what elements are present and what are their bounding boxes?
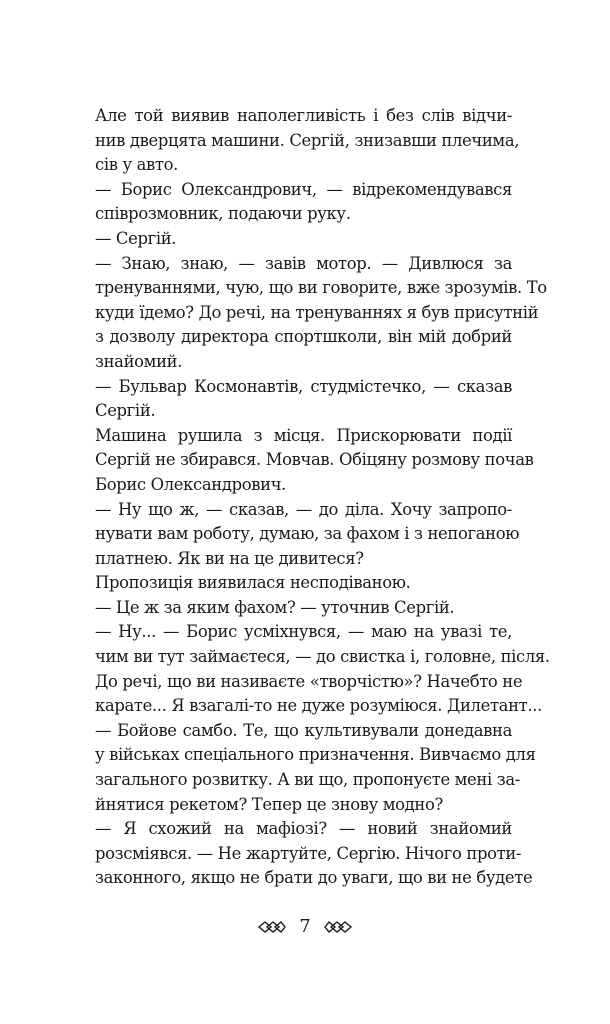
paragraph: [95, 817, 533, 891]
text-line: Але той виявив наполегливість і без слів відчи-: [95, 106, 512, 125]
text-line: куди їдемо? До речі, на тренуваннях я був присутній: [95, 302, 539, 322]
paragraph: [95, 252, 547, 375]
text-line: Сергій.: [95, 401, 156, 421]
text-line: До речі, що ви називаєте «творчістю»? Начебто не: [95, 671, 523, 691]
text-line: у військах спеціального призначення. Вивчаємо для: [95, 745, 536, 765]
paragraph: [95, 620, 550, 718]
text-line: з дозволу директора спортшколи, він мій добрий: [95, 327, 512, 347]
paragraph: [95, 719, 536, 817]
ornament-icon: [257, 919, 287, 935]
text-line: — Ну що ж, — сказав, — до діла. Хочу запропо-: [95, 499, 512, 519]
text-line: платнею. Як ви на це дивитеся?: [95, 548, 364, 568]
text-line: — Бойове самбо. Те, що культивували донедавна: [95, 720, 512, 740]
page-number: 7: [299, 916, 311, 937]
paragraph: [95, 104, 520, 178]
text-line: — Сергій.: [95, 228, 177, 248]
text-line: — Знаю, знаю, — завів мотор. — Дивлюся за: [95, 253, 512, 273]
paragraph: [95, 178, 512, 227]
text-line: Сергій не збирався. Мовчав. Обіцяну розмову почав: [95, 450, 534, 470]
text-line: йнятися рекетом? Тепер це знову модно?: [95, 794, 443, 814]
page-footer: [0, 912, 610, 942]
paragraph: [95, 227, 512, 252]
text-line: — Борис Олександрович, — відрекомендувався: [95, 179, 512, 199]
text-line: сів у авто.: [95, 155, 179, 175]
text-line: законного, якщо не брати до уваги, що ви не будете: [95, 868, 533, 888]
text-line: знайомий.: [95, 351, 183, 371]
text-line: чим ви тут займаєтеся, — до свистка і, головне, після.: [95, 647, 550, 667]
ornament-icon: [323, 919, 353, 935]
paragraph: [95, 424, 534, 498]
paragraph: [95, 375, 512, 424]
text-line: — Я схожий на мафіозі? — новий знайомий: [95, 819, 512, 839]
text-line: Машина рушила з місця. Прискорювати події: [95, 425, 512, 445]
paragraph: [95, 571, 512, 596]
text-line: — Бульвар Космонавтів, студмістечко, — сказав: [95, 376, 512, 396]
text-line: нувати вам роботу, думаю, за фахом і з непоганою: [95, 524, 520, 544]
text-line: — Це ж за яким фахом? — уточнив Сергій.: [95, 597, 455, 617]
text-line: розсміявся. — Не жартуйте, Сергію. Нічого проти-: [95, 843, 522, 863]
text-line: співрозмовник, подаючи руку.: [95, 204, 351, 224]
text-line: загального розвитку. А ви що, пропонуєте мені за-: [95, 770, 520, 790]
paragraph: [95, 498, 520, 572]
text-line: нив дверцята машини. Сергій, знизавши плечима,: [95, 130, 520, 150]
body-text: [95, 104, 550, 891]
text-line: тренуваннями, чую, що ви говорите, вже зрозумів. То: [95, 278, 547, 298]
text-line: Борис Олександрович.: [95, 474, 287, 494]
text-line: Пропозиція виявилася несподіваною.: [95, 573, 411, 593]
paragraph: [95, 596, 512, 621]
text-line: карате... Я взагалі-то не дуже розуміюся. Дилетант...: [95, 696, 542, 716]
text-line: — Ну... — Борис усміхнувся, — маю на увазі те,: [95, 622, 512, 642]
